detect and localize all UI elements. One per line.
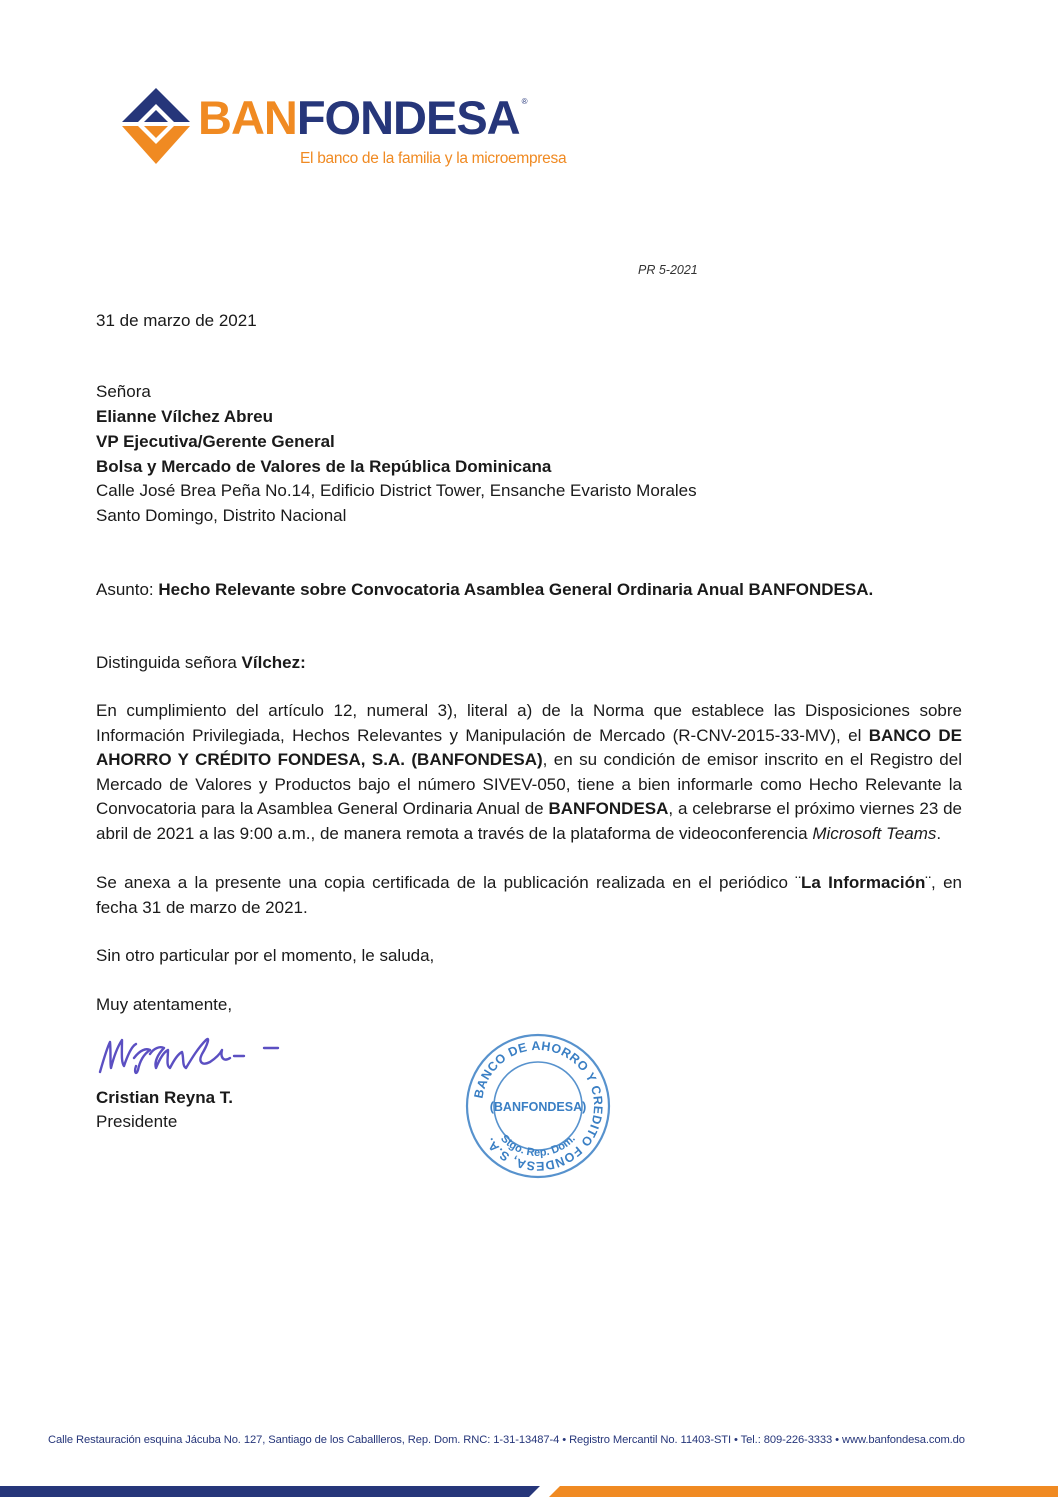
signatory-name: Cristian Reyna T.: [96, 1088, 233, 1107]
logo-word-fondesa: FONDESA: [296, 91, 520, 144]
signatory-title: Presidente: [96, 1112, 178, 1131]
p2-text-1: Se anexa a la presente una copia certificada de la publicación realizada en el periódico ¨: [96, 873, 801, 892]
footer-color-bar: [0, 1486, 1058, 1497]
logo-diamond-icon: [116, 88, 198, 168]
p1-platform: Microsoft Teams: [812, 823, 937, 843]
document-reference: PR 5-2021: [638, 263, 698, 277]
logo-wordmark: [198, 91, 527, 144]
company-seal-stamp: [464, 1032, 612, 1180]
p1-text-end: .: [936, 823, 942, 843]
recipient-address-line1: Calle José Brea Peña No.14, Edificio District Tower, Ensanche Evaristo Morales: [96, 481, 697, 500]
letter-date: 31 de marzo de 2021: [96, 311, 257, 330]
p2-text-2: ¨, en fecha 31 de marzo de 2021.: [96, 873, 962, 917]
subject-line: [96, 578, 873, 603]
recipient-name: Elianne Vílchez Abreu: [96, 407, 273, 426]
p2-newspaper: La Información: [800, 873, 926, 892]
recipient-position: VP Ejecutiva/Gerente General: [96, 432, 335, 451]
body-paragraph-2: [96, 871, 962, 920]
logo-tagline: El banco de la familia y la microempresa: [300, 150, 567, 167]
greeting-text: Distinguida señora: [96, 653, 242, 672]
body-paragraph-3: Sin otro particular por el momento, le saluda,: [96, 946, 435, 965]
p1-text-1: En cumplimiento del artículo 12, numeral 3), literal a) de la Norma que establece las Disposiciones sobre Información Privilegiada, Hechos Relevantes y Manipulación de Mercado (R-CNV-2015-33-MV), el: [96, 701, 962, 745]
p1-banfondesa: BANFONDESA: [548, 799, 669, 819]
p1-text-2: , en su condición de emisor inscrito en el Registro del Mercado de Valores y Productos bajo el número SIVEV-050, tiene a bien informarle como Hecho Relevante la Convocatoria para la Asamblea General Ordinaria Anual de: [96, 750, 962, 819]
logo-word-ban: BAN: [198, 91, 297, 144]
stamp-bottom-text: Stgo. Rep. Dom.: [498, 1132, 578, 1160]
subject-label: Asunto:: [96, 580, 159, 599]
recipient-organization: Bolsa y Mercado de Valores de la República Dominicana: [96, 457, 552, 476]
logo-registered-mark: ®: [521, 97, 527, 106]
closing-phrase: Muy atentamente,: [96, 995, 233, 1014]
recipient-address-line2: Santo Domingo, Distrito Nacional: [96, 506, 347, 525]
body-paragraph-1: [96, 699, 962, 847]
greeting-name: Vílchez:: [241, 653, 306, 672]
handwritten-signature: [94, 1028, 284, 1080]
footer-contact-info: Calle Restauración esquina Jácuba No. 127, Santiago de los Caballleros, Rep. Dom. RNC: 1-31-13487-4 • Registro Mercantil No. 11403-STI • Tel.: 809-226-3333 • www.banfondesa.com.do: [48, 1434, 965, 1446]
p1-bank-name: BANCO DE AHORRO Y CRÉDITO FONDESA, S.A. (BANFONDESA): [96, 725, 962, 770]
subject-text: Hecho Relevante sobre Convocatoria Asamblea General Ordinaria Anual BANFONDESA.: [158, 580, 874, 599]
recipient-salutation-title: Señora: [96, 382, 151, 401]
p1-text-3: , a celebrarse el próximo viernes 23 de abril de 2021 a las 9:00 a.m., de manera remota a través de la plataforma de videoconferencia: [96, 799, 962, 843]
greeting: [96, 651, 306, 676]
stamp-center-text: (BANFONDESA): [489, 1100, 587, 1114]
company-logo: [116, 88, 567, 172]
stamp-ring-text: BANCO DE AHORRO Y CREDITO FONDESA, S.A.: [471, 1038, 606, 1174]
